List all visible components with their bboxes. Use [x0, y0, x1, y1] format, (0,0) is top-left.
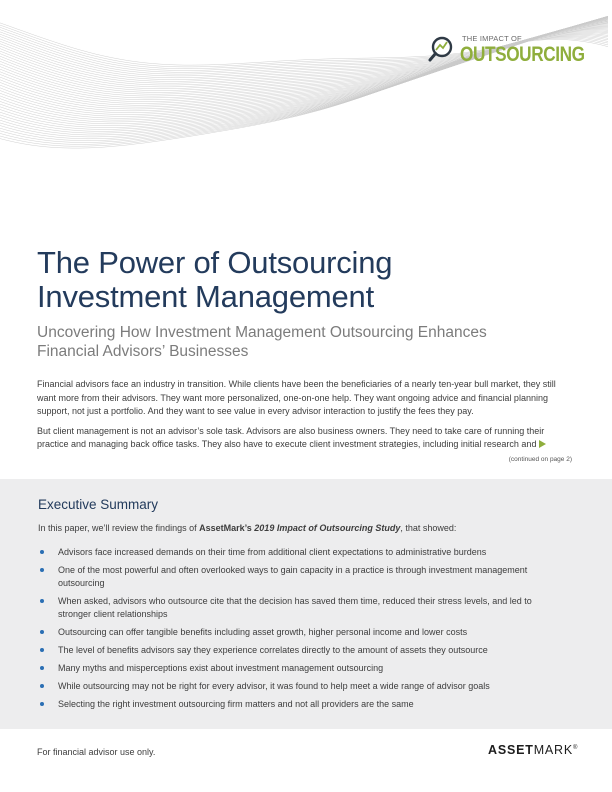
- lead-prefix: In this paper, we’ll review the findings of: [38, 523, 200, 533]
- footer-disclaimer: For financial advisor use only.: [37, 747, 156, 757]
- subtitle-line-1: Uncovering How Investment Management Outsourcing Enhances: [37, 324, 487, 341]
- assetmark-logo: [488, 743, 578, 757]
- outsourcing-logo: [428, 35, 612, 65]
- intro-paragraph-2: [37, 425, 577, 452]
- intro-paragraph-2-text: But client management is not an advisor’s sole task. Advisors are also business owners. They need to take care of running their practice and managing back office tasks. They also have to execute client investment strategies, including initial research and: [37, 425, 545, 449]
- brand-light: MARK: [533, 743, 574, 757]
- executive-summary-heading: Executive Summary: [38, 497, 159, 512]
- executive-summary-lead: [38, 523, 578, 533]
- executive-summary-section: [0, 479, 612, 729]
- continued-note: (continued on page 2): [508, 456, 572, 463]
- magnifier-chart-icon: [428, 35, 458, 65]
- page-title: [37, 246, 577, 314]
- list-item: While outsourcing may not be right for every advisor, it was found to help meet a wide range of advisor goals: [38, 680, 558, 693]
- brand-mark: ®: [573, 744, 579, 751]
- summary-bullet-list: [38, 546, 558, 716]
- list-item: Selecting the right investment outsourcing firm matters and not all providers are the same: [38, 698, 558, 711]
- list-item: Outsourcing can offer tangible benefits including asset growth, higher personal income and lower costs: [38, 626, 558, 639]
- lead-brand: AssetMark’s: [199, 523, 255, 533]
- title-line-1: The Power of Outsourcing: [37, 245, 393, 280]
- intro-paragraph-1: Financial advisors face an industry in transition. While clients have been the beneficiaries of a nearly ten-year bull market, they still want more from their advisors. They want more personalized, one-on-one help. They want ongoing advice and financial planning support, not just a portfolio. And they want to see value in every advisor interaction to justify the fees they pay.: [37, 379, 556, 416]
- brand-bold: ASSET: [488, 743, 534, 757]
- page-subtitle: [37, 323, 577, 361]
- title-line-2: Investment Management: [37, 279, 374, 314]
- list-item: One of the most powerful and often overlooked ways to gain capacity in a practice is through investment management outsourcing: [38, 564, 558, 590]
- intro-text: [37, 378, 577, 458]
- lead-suffix: , that showed:: [400, 523, 457, 533]
- subtitle-line-2: Financial Advisors’ Businesses: [37, 343, 249, 360]
- list-item: Many myths and misperceptions exist about investment management outsourcing: [38, 662, 558, 675]
- list-item: The level of benefits advisors say they experience correlates directly to the amount of assets they outsource: [38, 644, 558, 657]
- lead-study-name: 2019 Impact of Outsourcing Study: [254, 523, 401, 533]
- logo-big-text: OUTSOURCING: [460, 42, 585, 66]
- list-item: When asked, advisors who outsource cite that the decision has saved them time, reduced their stress levels, and led to stronger client relationships: [38, 595, 558, 621]
- list-item: Advisors face increased demands on their time from additional client expectations to administrative burdens: [38, 546, 558, 559]
- continue-arrow-icon: [539, 440, 546, 448]
- logo-small-text: THE IMPACT OF: [462, 34, 522, 44]
